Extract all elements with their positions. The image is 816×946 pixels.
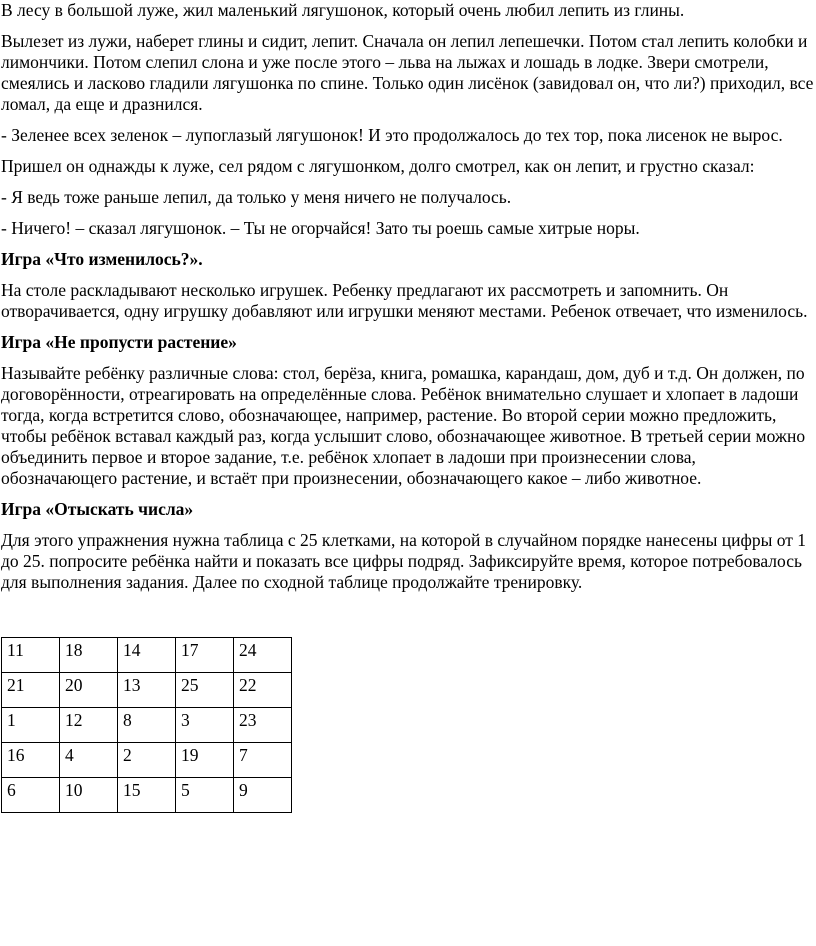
table-cell: 17 <box>176 638 234 673</box>
table-cell: 5 <box>176 778 234 813</box>
table-cell: 7 <box>234 743 292 778</box>
table-cell: 10 <box>60 778 118 813</box>
table-cell: 25 <box>176 673 234 708</box>
table-cell: 12 <box>60 708 118 743</box>
table-cell: 11 <box>2 638 60 673</box>
game1-title: Игра «Что изменилось?». <box>1 249 203 269</box>
table-cell: 16 <box>2 743 60 778</box>
table-cell: 15 <box>118 778 176 813</box>
table-row <box>2 708 292 743</box>
game2-text: Называйте ребёнку различные слова: стол, берёза, книга, ромашка, карандаш, дом, дуб и т.д. Он должен, по договорённости, отреагировать на определённые слова. Ребёнок внимательно слушает и хлопает в ладоши тогда, когда встретится слово, обозначающее, например, растение. Во второй серии можно предложить, чтобы ребёнок вставал каждый раз, когда услышит слово, обозначающее животное. В третьей серии можно объединить первое и второе задание, т.е. ребёнок хлопает в ладоши при произнесении слова, обозначающего растение, и встаёт при произнесении, обозначающего какое – либо животное. <box>1 363 806 488</box>
table-cell: 22 <box>234 673 292 708</box>
table-cell: 4 <box>60 743 118 778</box>
game2-title: Игра «Не пропусти растение» <box>1 332 237 352</box>
table-cell: 13 <box>118 673 176 708</box>
spacer <box>1 603 816 637</box>
table-cell: 6 <box>2 778 60 813</box>
table-cell: 18 <box>60 638 118 673</box>
table-cell: 21 <box>2 673 60 708</box>
table-cell: 19 <box>176 743 234 778</box>
story-paragraph-1: В лесу в большой луже, жил маленький лягушонок, который очень любил лепить из глины. <box>1 0 685 20</box>
table-cell: 1 <box>2 708 60 743</box>
story-paragraph-3: - Зеленее всех зеленок – лупоглазый лягушонок! И это продолжалось до тех тор, пока лисенок не вырос. <box>1 125 783 145</box>
story-paragraph-2: Вылезет из лужи, наберет глины и сидит, лепит. Сначала он лепил лепешечки. Потом стал лепить колобки и лимончики. Потом слепил слона и уже после этого – льва на лыжах и лошадь в лодке. Звери смотрели, смеялись и ласково гладили лягушонка по спине. Только один лисёнок (завидовал он, что ли?) приходил, все ломал, да еще и дразнился. <box>1 31 814 114</box>
table-row <box>2 638 292 673</box>
table-cell: 24 <box>234 638 292 673</box>
story-paragraph-4: Пришел он однажды к луже, сел рядом с лягушонком, долго смотрел, как он лепит, и грустно сказал: <box>1 156 755 176</box>
table-cell: 14 <box>118 638 176 673</box>
story-paragraph-5: - Я ведь тоже раньше лепил, да только у меня ничего не получалось. <box>1 187 512 207</box>
table-row <box>2 673 292 708</box>
table-cell: 2 <box>118 743 176 778</box>
table-cell: 9 <box>234 778 292 813</box>
table-cell: 20 <box>60 673 118 708</box>
game1-text: На столе раскладывают несколько игрушек. Ребенку предлагают их рассмотреть и запомнить. Он отворачивается, одну игрушку добавляют или игрушки меняют местами. Ребенок отвечает, что изменилось. <box>1 280 808 321</box>
game3-text: Для этого упражнения нужна таблица с 25 клетками, на которой в случайном порядке нанесены цифры от 1 до 25. попросите ребёнка найти и показать все цифры подряд. Зафиксируйте время, которое потребовалось для выполнения задания. Далее по сходной таблице продолжайте тренировку. <box>1 530 807 592</box>
table-row <box>2 778 292 813</box>
table-cell: 8 <box>118 708 176 743</box>
table-row <box>2 743 292 778</box>
game3-title: Игра «Отыскать числа» <box>1 499 194 519</box>
story-paragraph-6: - Ничего! – сказал лягушонок. – Ты не огорчайся! Зато ты роешь самые хитрые норы. <box>1 218 640 238</box>
table-cell: 23 <box>234 708 292 743</box>
numbers-table <box>1 637 292 813</box>
table-cell: 3 <box>176 708 234 743</box>
